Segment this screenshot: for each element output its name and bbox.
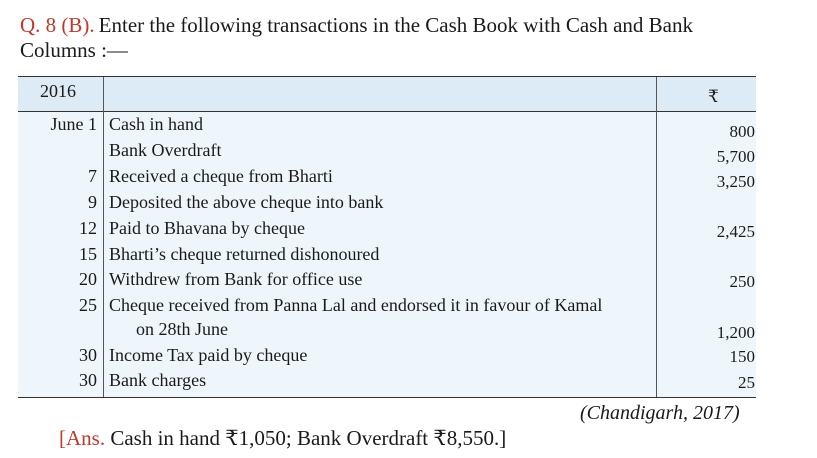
row-description: Bank charges <box>109 370 207 390</box>
table-row <box>18 189 756 215</box>
question-text-line1: Enter the following transactions in the Cash Book with Cash and Bank <box>98 13 693 37</box>
row-date: 12 <box>79 218 97 238</box>
row-amount: 5,700 <box>716 147 755 166</box>
row-date: 30 <box>79 370 97 390</box>
table-header <box>18 77 756 112</box>
row-description: Deposited the above cheque into bank <box>109 192 384 212</box>
row-amount: 1,200 <box>716 323 755 342</box>
row-date: 20 <box>79 269 97 289</box>
header-year: 2016 <box>40 81 76 101</box>
table-row <box>18 370 756 396</box>
row-description: Bank Overdraft <box>109 140 222 160</box>
answer-text: Cash in hand ₹1,050; Bank Overdraft ₹8,550.] <box>110 426 507 450</box>
source-citation: (Chandigarh, 2017) <box>580 402 740 424</box>
row-description: Cash in hand <box>109 114 203 134</box>
row-amount: 150 <box>729 347 755 366</box>
question-text-line2: Columns :— <box>20 38 128 62</box>
answer <box>59 426 506 451</box>
row-amount: 3,250 <box>716 172 755 191</box>
table-row <box>18 241 756 267</box>
row-date: June 1 <box>50 114 97 134</box>
row-description: Paid to Bhavana by cheque <box>109 218 305 238</box>
row-amount: 250 <box>729 272 755 291</box>
row-date: 7 <box>88 166 97 186</box>
row-date: 30 <box>79 345 97 365</box>
table-row <box>18 292 756 318</box>
row-description: on 28th June <box>136 319 228 339</box>
row-description: Withdrew from Bank for office use <box>109 269 363 289</box>
question-number: Q. 8 (B). <box>20 13 95 37</box>
row-description: Bharti’s cheque returned dishonoured <box>109 244 380 264</box>
row-amount: 25 <box>738 373 755 392</box>
question <box>20 13 800 63</box>
row-amount: 800 <box>729 122 755 141</box>
row-amount: 2,425 <box>716 222 755 241</box>
row-description: Cheque received from Panna Lal and endorsed it in favour of Kamal <box>109 295 603 315</box>
row-description: Received a cheque from Bharti <box>109 166 333 186</box>
row-date: 15 <box>79 244 97 264</box>
transactions-table <box>18 76 756 398</box>
row-description: Income Tax paid by cheque <box>109 345 308 365</box>
row-date: 9 <box>88 192 97 212</box>
row-date: 25 <box>79 295 97 315</box>
header-currency: ₹ <box>708 87 719 106</box>
answer-label: [Ans. <box>59 426 106 450</box>
